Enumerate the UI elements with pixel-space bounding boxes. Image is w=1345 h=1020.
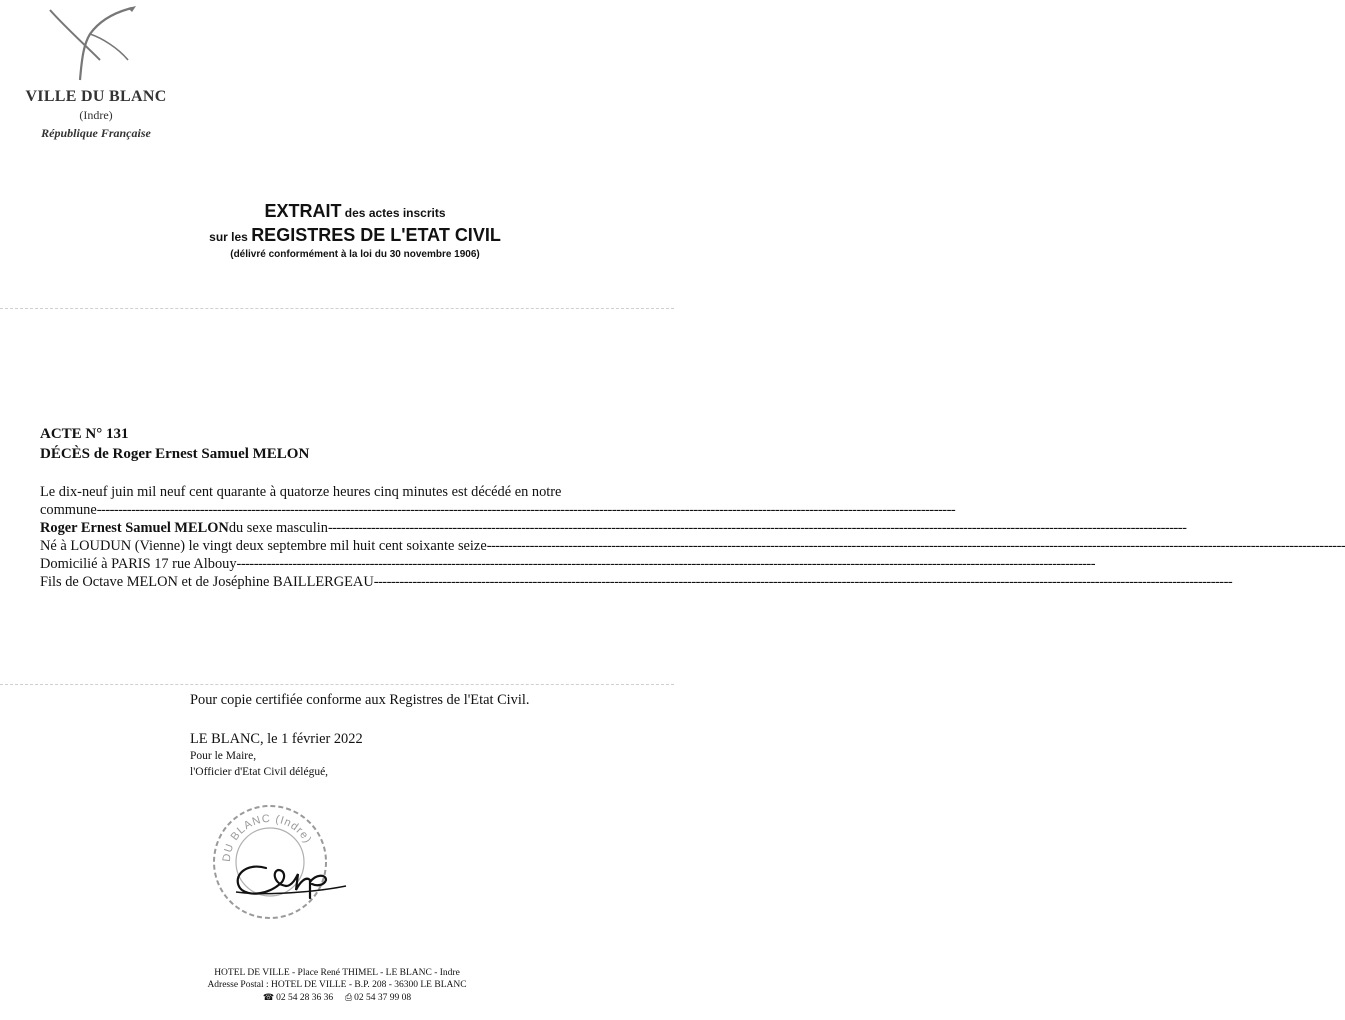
deceased-name: Roger Ernest Samuel MELON	[40, 520, 229, 536]
act-body	[40, 483, 1345, 591]
department-name: (Indre)	[79, 108, 113, 122]
town-name: VILLE DU BLANC	[25, 88, 167, 105]
certification-statement: Pour copie certifiée conforme aux Registres de l'Etat Civil.	[190, 692, 530, 708]
telephone-icon: ☎	[262, 992, 275, 1002]
town-logo-icon	[44, 4, 144, 88]
footer-postal: Adresse Postal : HOTEL DE VILLE - B.P. 208 - 36300 LE BLANC	[207, 980, 467, 990]
body-line	[40, 555, 1095, 573]
footer	[120, 967, 554, 1004]
filler-dashes: --------------------------------------------------------------------------------------------------------------------------------------------------------------------------------------------------------	[373, 574, 1233, 590]
footer-address: HOTEL DE VILLE - Place René THIMEL - LE BLANC - Indre	[214, 968, 460, 978]
body-line1: Le dix-neuf juin mil neuf cent quarante à quatorze heures cinq minutes est décédé en notre	[40, 484, 562, 500]
footer-phone: 02 54 28 36 36	[276, 993, 334, 1003]
act-number: ACTE N° 131	[40, 426, 129, 442]
title-prefix: sur les	[209, 230, 252, 244]
body-line	[40, 501, 956, 519]
filler-dashes: --------------------------------------------------------------------------------------------------------------------------------------------------------------------------------------------------------	[96, 502, 956, 518]
footer-fax: 02 54 37 99 08	[354, 993, 412, 1003]
officer-title: l'Officier d'Etat Civil délégué,	[190, 766, 329, 778]
body-line	[40, 537, 1345, 555]
body-commune: commune	[40, 502, 97, 518]
birth-info: Né à LOUDUN (Vienne) le vingt deux septembre mil huit cent soixante seize	[40, 538, 487, 554]
seal-text: DU BLANC (Indre)	[220, 812, 314, 863]
signature-icon	[226, 852, 376, 902]
filler-dashes: --------------------------------------------------------------------------------------------------------------------------------------------------------------------------------------------------------	[486, 538, 1345, 554]
footer-contacts	[120, 991, 554, 1004]
place-and-date: LE BLANC, le 1 février 2022	[190, 731, 363, 747]
republic-name: République Française	[41, 126, 151, 140]
body-line	[40, 483, 642, 501]
filler-dashes: --------------------------------------------------------------------------------------------------------------------------------------------------------------------------------------------------------	[236, 556, 1095, 572]
deceased-sex: du sexe masculin	[228, 520, 328, 536]
title-registers: REGISTRES DE L'ETAT CIVIL	[251, 225, 501, 245]
fold-line	[0, 684, 674, 685]
parents-info: Fils de Octave MELON et de Joséphine BAILLERGEAU	[40, 574, 374, 590]
act-subject: DÉCÈS de Roger Ernest Samuel MELON	[40, 446, 310, 462]
title-rest: des actes inscrits	[341, 206, 446, 220]
fold-line	[0, 308, 674, 309]
document-title	[120, 200, 590, 262]
body-line	[40, 573, 1233, 591]
domicile-info: Domicilié à PARIS 17 rue Albouy	[40, 556, 237, 572]
fax-icon: ⎙	[344, 992, 353, 1002]
for-mayor: Pour le Maire,	[190, 750, 257, 762]
filler-dashes: --------------------------------------------------------------------------------------------------------------------------------------------------------------------------------------------------------	[327, 520, 1187, 536]
title-legal-note: (délivré conformément à la loi du 30 novembre 1906)	[230, 249, 480, 260]
title-word: EXTRAIT	[264, 201, 342, 221]
body-line	[40, 519, 1187, 537]
